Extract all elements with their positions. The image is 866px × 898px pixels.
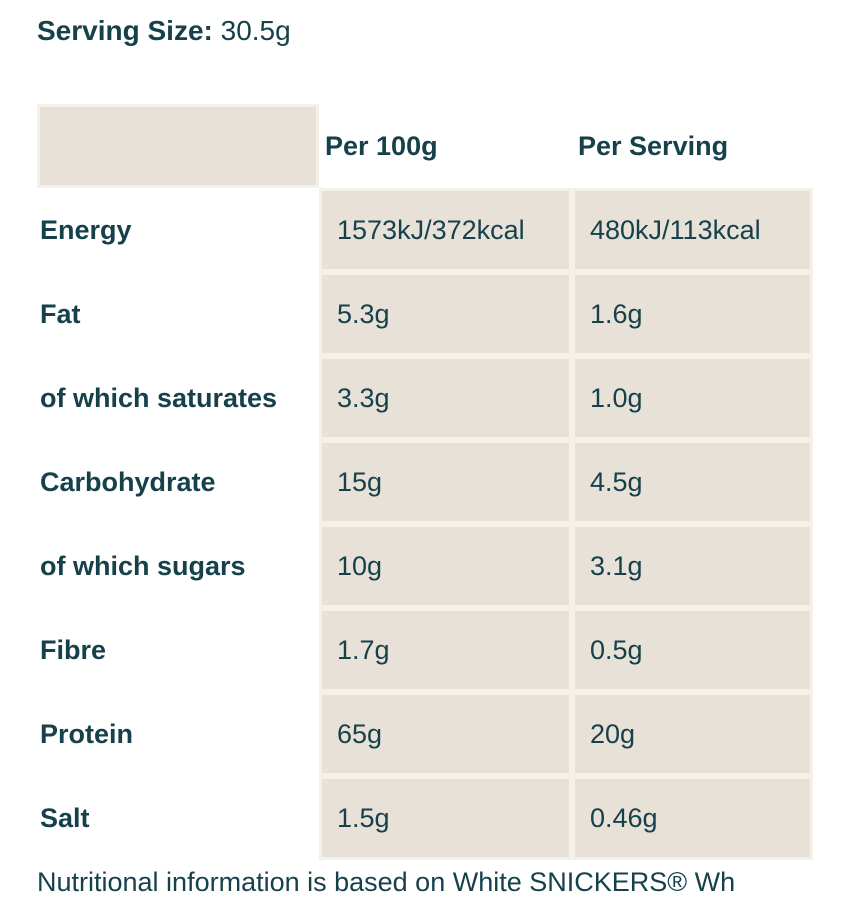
value-per-serving: 0.5g	[572, 608, 813, 692]
value-per-100g: 1.7g	[319, 608, 572, 692]
nutrition-table	[37, 104, 813, 860]
serving-size-line	[37, 14, 291, 48]
row-label: Energy	[40, 215, 132, 245]
value-per-100g: 5.3g	[319, 272, 572, 356]
value-per-serving: 1.0g	[572, 356, 813, 440]
row-label: Carbohydrate	[40, 467, 216, 497]
value-per-100g: 65g	[319, 692, 572, 776]
value-per-100g: 1.5g	[319, 776, 572, 860]
table-corner-cell	[37, 104, 319, 188]
value-per-serving: 3.1g	[572, 524, 813, 608]
value-per-serving: 0.46g	[572, 776, 813, 860]
value-per-100g: 15g	[319, 440, 572, 524]
row-label: Fibre	[40, 635, 107, 665]
row-label: of which sugars	[40, 551, 246, 581]
value-per-100g: 1573kJ/372kcal	[319, 188, 572, 272]
column-header-per-100g: Per 100g	[325, 131, 438, 161]
value-per-100g: 3.3g	[319, 356, 572, 440]
footnote-text: Nutritional information is based on White SNICKERS® Wh	[37, 867, 736, 897]
row-label: Salt	[40, 803, 90, 833]
serving-size-value: 30.5g	[220, 15, 291, 46]
row-label: Protein	[40, 719, 134, 749]
column-header-per-serving: Per Serving	[578, 131, 729, 161]
value-per-serving: 480kJ/113kcal	[572, 188, 813, 272]
value-per-100g: 10g	[319, 524, 572, 608]
row-label: of which saturates	[40, 383, 278, 413]
serving-size-label: Serving Size:	[37, 15, 213, 46]
value-per-serving: 1.6g	[572, 272, 813, 356]
value-per-serving: 20g	[572, 692, 813, 776]
row-label: Fat	[40, 299, 81, 329]
value-per-serving: 4.5g	[572, 440, 813, 524]
